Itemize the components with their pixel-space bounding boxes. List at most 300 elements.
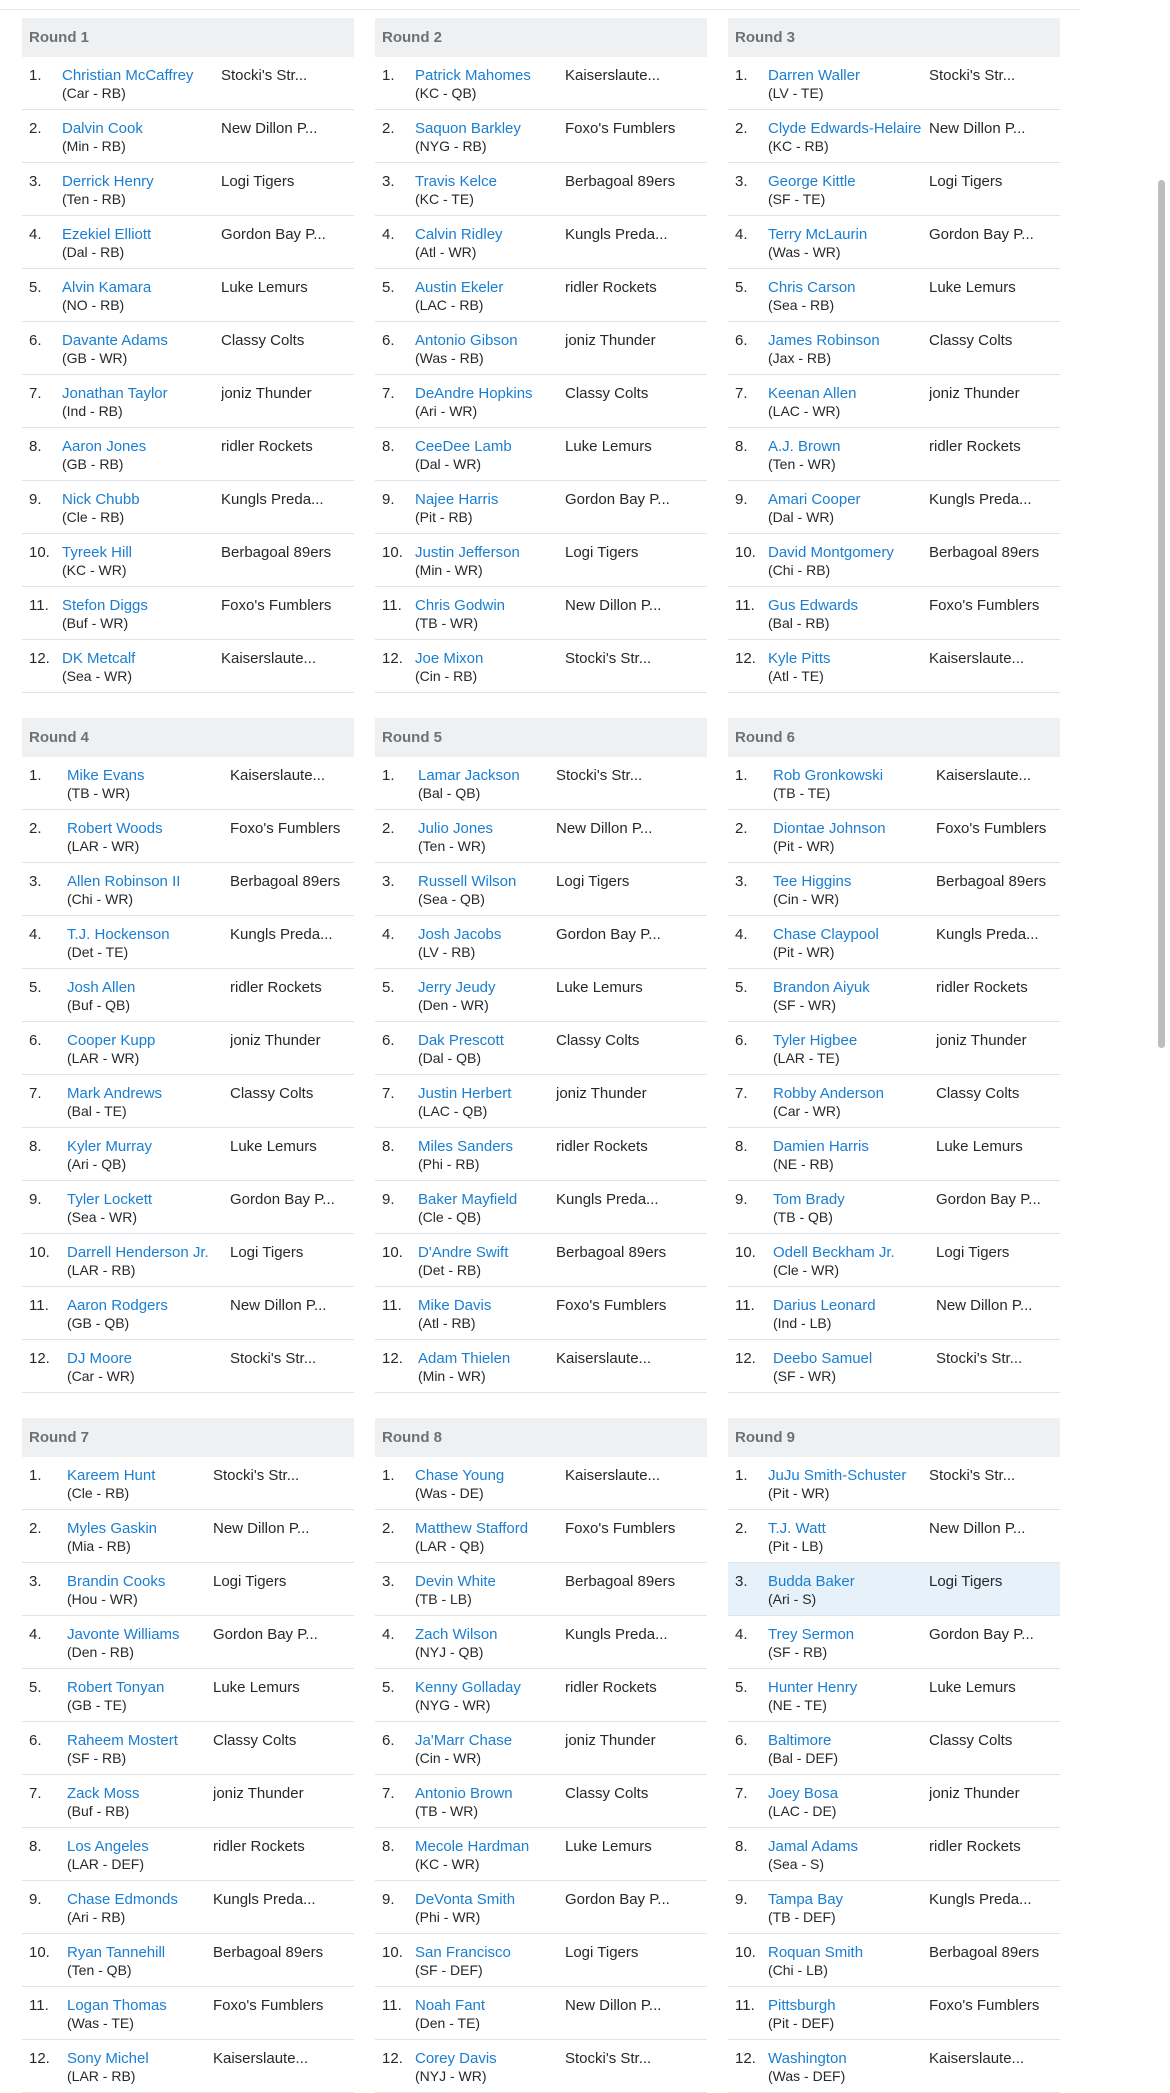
player-link[interactable]: Cooper Kupp [67, 1032, 156, 1049]
player-team-position: (Bal - QB) [418, 785, 481, 801]
pick-row [375, 216, 707, 269]
player-link[interactable]: Russell Wilson [418, 873, 517, 890]
player-link[interactable]: Baltimore [768, 1732, 832, 1749]
player-link[interactable]: DeAndre Hopkins [415, 385, 533, 402]
pick-row [375, 269, 707, 322]
fantasy-team-name: Foxo's Fumblers [929, 597, 1040, 614]
player-link[interactable]: Antonio Brown [415, 1785, 513, 1802]
player-link[interactable]: Raheem Mostert [67, 1732, 178, 1749]
player-link[interactable]: Josh Allen [67, 979, 136, 996]
player-cell [62, 544, 221, 579]
pick-row [728, 640, 1060, 693]
pick-row [375, 1340, 707, 1393]
pick-number: 1. [735, 67, 748, 84]
fantasy-team-name: New Dillon P... [929, 120, 1026, 137]
player-cell [62, 491, 221, 526]
player-link[interactable]: Josh Jacobs [418, 926, 502, 943]
player-cell [415, 1732, 565, 1767]
pick-number: 11. [382, 597, 402, 614]
player-link[interactable]: Travis Kelce [415, 173, 497, 190]
pick-number: 11. [29, 1297, 49, 1314]
player-link[interactable]: Tampa Bay [768, 1891, 844, 1908]
pick-number: 12. [735, 2050, 756, 2067]
pick-number: 11. [382, 1997, 402, 2014]
player-link[interactable]: Ryan Tannehill [67, 1944, 166, 1961]
pick-number: 8. [735, 1838, 748, 1855]
player-link[interactable]: Jerry Jeudy [418, 979, 496, 996]
player-team-position: (Ten - WR) [418, 838, 486, 854]
player-link[interactable]: Roquan Smith [768, 1944, 864, 1961]
player-link[interactable]: Saquon Barkley [415, 120, 521, 137]
player-link[interactable]: Devin White [415, 1573, 496, 1590]
player-link[interactable]: Kenny Golladay [415, 1679, 521, 1696]
player-link[interactable]: Tee Higgins [773, 873, 852, 890]
player-link[interactable]: Joey Bosa [768, 1785, 839, 1802]
pick-row [375, 322, 707, 375]
player-link[interactable]: Nick Chubb [62, 491, 140, 508]
player-cell [415, 385, 565, 420]
player-cell [415, 650, 565, 685]
player-link[interactable]: Joe Mixon [415, 650, 484, 667]
player-link[interactable]: Sony Michel [67, 2050, 149, 2067]
player-link[interactable]: Damien Harris [773, 1138, 869, 1155]
pick-row [22, 757, 354, 810]
player-link[interactable]: Ja'Marr Chase [415, 1732, 513, 1749]
pick-number: 3. [382, 173, 395, 190]
player-team-position: (Min - WR) [415, 562, 483, 578]
fantasy-team-name: Logi Tigers [565, 1944, 639, 1961]
pick-row [22, 1987, 354, 2040]
player-team-position: (TB - WR) [67, 785, 130, 801]
player-link[interactable]: Darius Leonard [773, 1297, 876, 1314]
pick-number: 2. [382, 820, 395, 837]
player-link[interactable]: Washington [768, 2050, 847, 2067]
pick-row [375, 757, 707, 810]
player-cell [67, 1679, 213, 1714]
player-cell [62, 173, 221, 208]
pick-row [728, 969, 1060, 1022]
player-link[interactable]: Trey Sermon [768, 1626, 855, 1643]
pick-number: 10. [735, 1244, 756, 1261]
player-team-position: (Dal - QB) [418, 1050, 481, 1066]
player-team-position: (KC - RB) [768, 138, 829, 154]
player-link[interactable]: Terry McLaurin [768, 226, 868, 243]
pick-row [375, 1722, 707, 1775]
player-link[interactable]: Alvin Kamara [62, 279, 152, 296]
player-link[interactable]: Baker Mayfield [418, 1191, 518, 1208]
player-cell [418, 820, 556, 855]
pick-number: 10. [29, 1944, 50, 1961]
fantasy-team-name: ridler Rockets [230, 979, 322, 996]
player-link[interactable]: George Kittle [768, 173, 856, 190]
player-link[interactable]: D'Andre Swift [418, 1244, 509, 1261]
player-link[interactable]: Kareem Hunt [67, 1467, 156, 1484]
fantasy-team-name: Kungls Preda... [221, 491, 324, 508]
pick-number: 2. [29, 820, 42, 837]
fantasy-team-name: Berbagoal 89ers [929, 1944, 1040, 1961]
player-link[interactable]: Tyler Lockett [67, 1191, 153, 1208]
player-link[interactable]: DK Metcalf [62, 650, 136, 667]
fantasy-team-name: Kungls Preda... [565, 226, 668, 243]
pick-row [22, 57, 354, 110]
fantasy-team-name: Gordon Bay P... [565, 1891, 670, 1908]
player-link[interactable]: Christian McCaffrey [62, 67, 194, 84]
pick-number: 6. [735, 332, 748, 349]
player-link[interactable]: Jonathan Taylor [62, 385, 168, 402]
player-link[interactable]: Noah Fant [415, 1997, 486, 2014]
player-link[interactable]: Diontae Johnson [773, 820, 886, 837]
pick-number: 11. [29, 597, 49, 614]
player-link[interactable]: Ezekiel Elliott [62, 226, 152, 243]
player-link[interactable]: Budda Baker [768, 1573, 855, 1590]
player-link[interactable]: Corey Davis [415, 2050, 497, 2067]
pick-number: 1. [382, 67, 395, 84]
player-link[interactable]: Mecole Hardman [415, 1838, 530, 1855]
pick-row [728, 1457, 1060, 1510]
player-link[interactable]: James Robinson [768, 332, 880, 349]
player-team-position: (Dal - WR) [415, 456, 482, 472]
player-link[interactable]: Derrick Henry [62, 173, 154, 190]
player-link[interactable]: Robby Anderson [773, 1085, 884, 1102]
pick-number: 11. [382, 1297, 402, 1314]
player-cell [415, 2050, 565, 2085]
player-link[interactable]: Zach Wilson [415, 1626, 498, 1643]
player-link[interactable]: Chris Godwin [415, 597, 506, 614]
player-cell [67, 926, 230, 961]
player-cell [768, 120, 929, 155]
round-2-table [375, 18, 707, 693]
pick-row [728, 57, 1060, 110]
player-link[interactable]: Julio Jones [418, 820, 494, 837]
fantasy-team-name: Kaiserslaute... [230, 767, 326, 784]
player-link[interactable]: Gus Edwards [768, 597, 859, 614]
player-link[interactable]: Kyler Murray [67, 1138, 153, 1155]
player-link[interactable]: Allen Robinson II [67, 873, 181, 890]
player-link[interactable]: Chase Young [415, 1467, 505, 1484]
player-link[interactable]: Miles Sanders [418, 1138, 514, 1155]
player-link[interactable]: Calvin Ridley [415, 226, 503, 243]
fantasy-team-name: Luke Lemurs [929, 1679, 1016, 1696]
player-link[interactable]: San Francisco [415, 1944, 511, 1961]
player-link[interactable]: Robert Tonyan [67, 1679, 165, 1696]
pick-row [22, 322, 354, 375]
pick-row [22, 1881, 354, 1934]
fantasy-team-name: Kaiserslaute... [929, 2050, 1025, 2067]
pick-number: 10. [735, 1944, 756, 1961]
player-link[interactable]: Robert Woods [67, 820, 163, 837]
round-3-table [728, 18, 1060, 693]
round-1-table [22, 18, 354, 693]
pick-number: 3. [29, 873, 42, 890]
player-link[interactable]: Clyde Edwards-Helaire [768, 120, 922, 137]
player-link[interactable]: Kyle Pitts [768, 650, 831, 667]
pick-number: 12. [382, 2050, 403, 2067]
fantasy-team-name: Logi Tigers [221, 173, 295, 190]
pick-number: 6. [382, 1032, 395, 1049]
player-link[interactable]: Zack Moss [67, 1785, 140, 1802]
player-link[interactable]: A.J. Brown [768, 438, 841, 455]
fantasy-team-name: Classy Colts [230, 1085, 314, 1102]
player-team-position: (LAC - WR) [768, 403, 841, 419]
player-cell [773, 1297, 936, 1332]
fantasy-team-name: New Dillon P... [565, 597, 662, 614]
player-link[interactable]: Darren Waller [768, 67, 860, 84]
scrollbar[interactable] [1158, 180, 1165, 1048]
player-link[interactable]: Chase Edmonds [67, 1891, 178, 1908]
player-team-position: (GB - QB) [67, 1315, 130, 1331]
pick-number: 1. [382, 767, 395, 784]
player-cell [67, 1467, 213, 1502]
player-link[interactable]: Lamar Jackson [418, 767, 520, 784]
player-link[interactable]: Stefon Diggs [62, 597, 148, 614]
player-team-position: (Buf - WR) [62, 615, 129, 631]
pick-row [375, 810, 707, 863]
pick-row [22, 810, 354, 863]
pick-number: 8. [382, 1138, 395, 1155]
player-link[interactable]: JuJu Smith-Schuster [768, 1467, 907, 1484]
player-link[interactable]: Patrick Mahomes [415, 67, 531, 84]
pick-row [375, 1934, 707, 1987]
fantasy-team-name: joniz Thunder [929, 1785, 1020, 1802]
player-link[interactable]: Mike Evans [67, 767, 145, 784]
pick-number: 5. [29, 1679, 42, 1696]
pick-row [728, 2040, 1060, 2093]
fantasy-team-name: Kungls Preda... [213, 1891, 316, 1908]
pick-row [22, 1457, 354, 1510]
player-team-position: (LV - RB) [418, 944, 476, 960]
fantasy-team-name: Gordon Bay P... [221, 226, 326, 243]
player-team-position: (KC - WR) [415, 1856, 480, 1872]
player-link[interactable]: Darrell Henderson Jr. [67, 1244, 209, 1261]
pick-row [375, 1775, 707, 1828]
fantasy-team-name: joniz Thunder [213, 1785, 304, 1802]
player-link[interactable]: Tyler Higbee [773, 1032, 858, 1049]
pick-row [22, 969, 354, 1022]
player-link[interactable]: CeeDee Lamb [415, 438, 512, 455]
pick-row [375, 863, 707, 916]
pick-row [22, 481, 354, 534]
fantasy-team-name: Luke Lemurs [565, 438, 652, 455]
pick-row [22, 640, 354, 693]
pick-number: 6. [382, 332, 395, 349]
fantasy-team-name: Logi Tigers [556, 873, 630, 890]
pick-row [22, 1775, 354, 1828]
player-link[interactable]: Deebo Samuel [773, 1350, 873, 1367]
pick-row [728, 1510, 1060, 1563]
pick-row [375, 587, 707, 640]
player-team-position: (Hou - WR) [67, 1591, 138, 1607]
player-link[interactable]: Tyreek Hill [62, 544, 133, 561]
player-team-position: (Sea - RB) [768, 297, 835, 313]
player-link[interactable]: Los Angeles [67, 1838, 149, 1855]
player-cell [67, 1297, 230, 1332]
player-link[interactable]: Adam Thielen [418, 1350, 511, 1367]
pick-number: 9. [382, 1191, 395, 1208]
player-link[interactable]: Mark Andrews [67, 1085, 163, 1102]
pick-number: 3. [735, 873, 748, 890]
player-link[interactable]: Dalvin Cook [62, 120, 143, 137]
fantasy-team-name: Stocki's Str... [556, 767, 643, 784]
player-link[interactable]: Aaron Rodgers [67, 1297, 168, 1314]
pick-number: 4. [29, 1626, 42, 1643]
player-team-position: (Bal - RB) [768, 615, 830, 631]
pick-row [375, 1128, 707, 1181]
pick-number: 12. [29, 2050, 50, 2067]
pick-row [728, 1181, 1060, 1234]
player-link[interactable]: Justin Herbert [418, 1085, 512, 1102]
player-cell [67, 1944, 213, 1979]
player-link[interactable]: Antonio Gibson [415, 332, 518, 349]
player-link[interactable]: Rob Gronkowski [773, 767, 884, 784]
player-team-position: (Jax - RB) [768, 350, 831, 366]
player-team-position: (Cle - RB) [67, 1485, 130, 1501]
pick-number: 2. [29, 1520, 42, 1537]
player-link[interactable]: Hunter Henry [768, 1679, 858, 1696]
pick-number: 1. [735, 1467, 748, 1484]
pick-row [22, 216, 354, 269]
fantasy-team-name: Kungls Preda... [565, 1626, 668, 1643]
player-cell [415, 67, 565, 102]
round-header: Round 3 [728, 18, 1060, 57]
player-link[interactable]: Chase Claypool [773, 926, 879, 943]
player-link[interactable]: Tom Brady [773, 1191, 845, 1208]
player-link[interactable]: Amari Cooper [768, 491, 861, 508]
fantasy-team-name: joniz Thunder [565, 332, 656, 349]
fantasy-team-name: ridler Rockets [565, 1679, 657, 1696]
player-team-position: (Sea - WR) [62, 668, 132, 684]
pick-number: 12. [382, 1350, 403, 1367]
fantasy-team-name: joniz Thunder [230, 1032, 321, 1049]
player-cell [62, 279, 221, 314]
pick-number: 9. [735, 491, 748, 508]
pick-row [375, 534, 707, 587]
player-link[interactable]: Jamal Adams [768, 1838, 859, 1855]
pick-number: 5. [735, 1679, 748, 1696]
player-cell [67, 1520, 213, 1555]
player-cell [768, 279, 929, 314]
player-link[interactable]: Najee Harris [415, 491, 499, 508]
player-team-position: (LAR - TE) [773, 1050, 840, 1066]
pick-row [728, 1934, 1060, 1987]
player-team-position: (GB - TE) [67, 1697, 127, 1713]
player-cell [67, 979, 230, 1014]
pick-row [728, 322, 1060, 375]
fantasy-team-name: Kungls Preda... [556, 1191, 659, 1208]
fantasy-team-name: Classy Colts [929, 332, 1013, 349]
player-cell [62, 120, 221, 155]
pick-number: 8. [382, 1838, 395, 1855]
pick-row [728, 216, 1060, 269]
player-link[interactable]: T.J. Watt [768, 1520, 826, 1537]
player-link[interactable]: T.J. Hockenson [67, 926, 170, 943]
player-team-position: (Buf - QB) [67, 997, 131, 1013]
player-team-position: (KC - QB) [415, 85, 477, 101]
player-team-position: (Bal - TE) [67, 1103, 127, 1119]
fantasy-team-name: Luke Lemurs [221, 279, 308, 296]
pick-number: 2. [382, 1520, 395, 1537]
pick-row [375, 1881, 707, 1934]
player-team-position: (Atl - WR) [415, 244, 477, 260]
player-team-position: (Buf - RB) [67, 1803, 130, 1819]
player-cell [768, 491, 929, 526]
fantasy-team-name: Berbagoal 89ers [565, 173, 676, 190]
player-link[interactable]: Matthew Stafford [415, 1520, 529, 1537]
player-cell [67, 1085, 230, 1120]
player-team-position: (SF - RB) [768, 1644, 828, 1660]
player-cell [773, 979, 936, 1014]
fantasy-team-name: Gordon Bay P... [565, 491, 670, 508]
player-team-position: (GB - WR) [62, 350, 128, 366]
player-link[interactable]: Austin Ekeler [415, 279, 504, 296]
player-link[interactable]: Brandin Cooks [67, 1573, 166, 1590]
player-link[interactable]: Davante Adams [62, 332, 168, 349]
fantasy-team-name: Berbagoal 89ers [213, 1944, 324, 1961]
pick-number: 4. [29, 926, 42, 943]
player-link[interactable]: Myles Gaskin [67, 1520, 158, 1537]
player-link[interactable]: Pittsburgh [768, 1997, 836, 2014]
fantasy-team-name: Berbagoal 89ers [565, 1573, 676, 1590]
player-cell [415, 1520, 565, 1555]
player-cell [768, 1997, 929, 2032]
player-link[interactable]: Chris Carson [768, 279, 856, 296]
pick-row [375, 1510, 707, 1563]
player-link[interactable]: Keenan Allen [768, 385, 857, 402]
player-cell [415, 1679, 565, 1714]
fantasy-team-name: Gordon Bay P... [213, 1626, 318, 1643]
player-link[interactable]: Dak Prescott [418, 1032, 504, 1049]
player-link[interactable]: Mike Davis [418, 1297, 492, 1314]
player-cell [773, 1032, 936, 1067]
player-cell [418, 1032, 556, 1067]
player-cell [418, 1191, 556, 1226]
pick-row [22, 587, 354, 640]
player-link[interactable]: Javonte Williams [67, 1626, 180, 1643]
player-cell [67, 1838, 213, 1873]
top-divider [0, 9, 1080, 10]
pick-row [728, 1669, 1060, 1722]
fantasy-team-name: Luke Lemurs [565, 1838, 652, 1855]
pick-number: 4. [735, 926, 748, 943]
player-link[interactable]: David Montgomery [768, 544, 894, 561]
player-link[interactable]: Justin Jefferson [415, 544, 520, 561]
player-cell [418, 1350, 556, 1385]
fantasy-team-name: ridler Rockets [929, 438, 1021, 455]
player-link[interactable]: Brandon Aiyuk [773, 979, 870, 996]
player-cell [768, 1520, 929, 1555]
pick-number: 3. [382, 873, 395, 890]
player-cell [768, 1785, 929, 1820]
player-team-position: (Car - WR) [773, 1103, 841, 1119]
player-link[interactable]: DJ Moore [67, 1350, 133, 1367]
player-link[interactable]: Aaron Jones [62, 438, 147, 455]
player-team-position: (Sea - QB) [418, 891, 485, 907]
pick-number: 3. [735, 173, 748, 190]
pick-row [22, 1128, 354, 1181]
fantasy-team-name: Kaiserslaute... [565, 1467, 661, 1484]
player-link[interactable]: DeVonta Smith [415, 1891, 516, 1908]
pick-number: 3. [29, 173, 42, 190]
player-link[interactable]: Odell Beckham Jr. [773, 1244, 895, 1261]
player-team-position: (Phi - RB) [418, 1156, 480, 1172]
player-link[interactable]: Logan Thomas [67, 1997, 167, 2014]
pick-row [375, 1987, 707, 2040]
pick-number: 11. [735, 1997, 755, 2014]
pick-number: 9. [735, 1191, 748, 1208]
player-cell [768, 597, 929, 632]
player-team-position: (Ten - RB) [62, 191, 126, 207]
pick-number: 4. [735, 226, 748, 243]
player-cell [773, 1138, 936, 1173]
